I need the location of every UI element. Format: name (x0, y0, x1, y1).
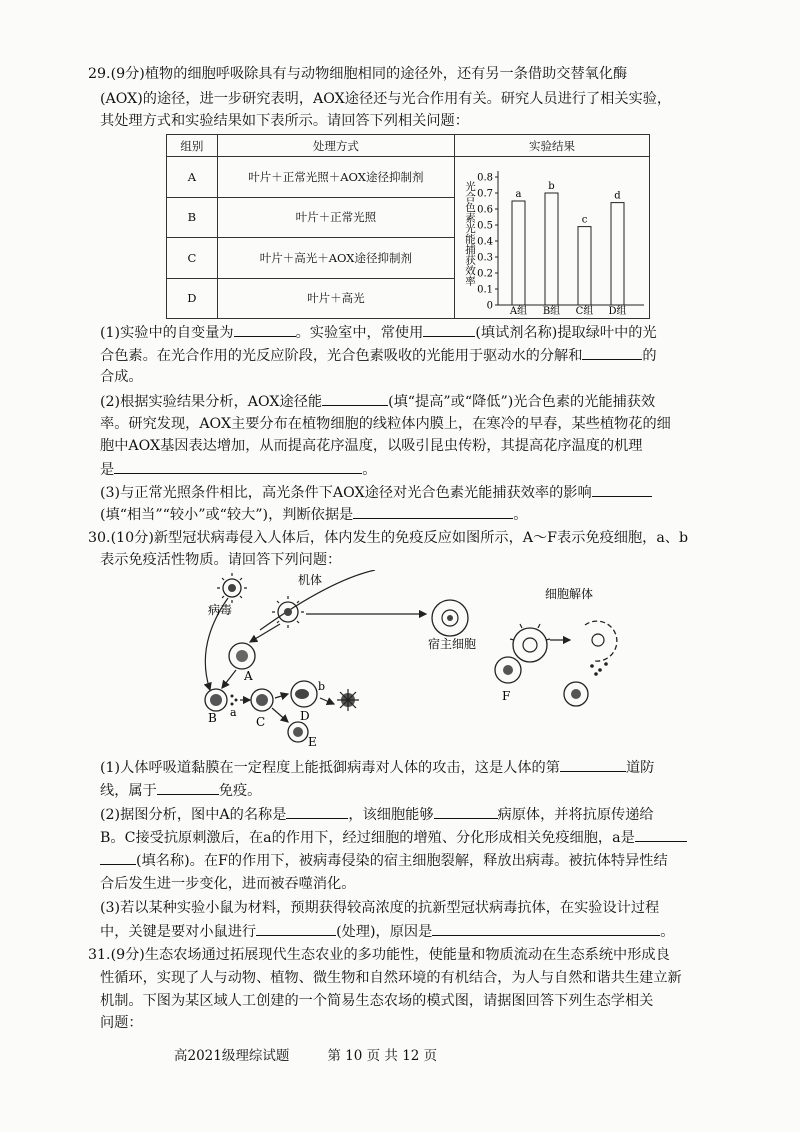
bar-data-label: d (614, 190, 621, 202)
body-label: 机体 (298, 573, 323, 587)
x-tick-label: A组 (509, 306, 528, 315)
label-A: A (244, 669, 253, 683)
host-cell-icon (432, 600, 468, 636)
q29-sub3-line1 (100, 482, 652, 503)
y-tick-label: 0.1 (477, 284, 493, 296)
cell-E-icon (288, 722, 308, 742)
q30-sub3-line2 (100, 921, 674, 942)
table-header-result: 实验结果 (455, 135, 650, 157)
y-tick-label: 0 (486, 300, 493, 312)
cell-A-icon (229, 643, 255, 669)
chart-cell (455, 157, 650, 319)
answer-blank[interactable] (100, 850, 136, 865)
q30-sub2-line1 (100, 804, 654, 825)
answer-blank[interactable] (423, 322, 475, 337)
answer-blank[interactable] (256, 921, 336, 936)
label-b: b (318, 680, 326, 693)
text: 是 (100, 462, 115, 478)
label-D: D (300, 709, 310, 723)
bar-data-label: b (548, 181, 555, 192)
q29-sub1-line2 (100, 345, 657, 366)
label-a: a (230, 706, 237, 719)
bar (545, 193, 558, 305)
q29-sub3-line2 (100, 504, 527, 525)
text: 道防 (625, 760, 655, 776)
table-header-treatment: 处理方式 (217, 135, 454, 157)
table-header-group: 组别 (167, 135, 218, 157)
y-tick-label: 0.7 (477, 188, 493, 200)
table-row-treatment: 叶片＋高光＋AOX途径抑制剂 (217, 238, 454, 279)
antibody-icon (337, 689, 359, 711)
x-tick-label: D组 (608, 306, 627, 315)
text: 。 (513, 507, 528, 523)
q30-sub1-line1 (100, 757, 654, 778)
text: (1)实验中的自变量为 (100, 325, 234, 341)
q30-sub1-line2 (100, 780, 261, 801)
macrophage-icon (564, 682, 588, 706)
text: (2)根据实验结果分析，AOX途径能 (100, 394, 323, 410)
answer-blank[interactable] (353, 504, 513, 519)
text: ，该细胞能够 (348, 807, 434, 823)
bar (512, 201, 525, 305)
y-tick-label: 0.8 (477, 172, 493, 184)
q29-sub2-line4 (100, 459, 376, 480)
answer-blank[interactable] (286, 804, 348, 819)
label-B: B (208, 711, 217, 725)
virus-icon (272, 596, 304, 628)
q31-line-2: 性循环，实现了人与动物、植物、微生物和自然环境的有机结合，为人与自然和谐共生建立新 (100, 970, 682, 986)
q29-line-2: (AOX)的途径，进一步研究表明，AOX途径还与光合作用有关。研究人员进行了相关实验， (100, 91, 672, 107)
q29-sub1-line3: 合成。 (100, 369, 143, 385)
text: (1)人体呼吸道黏膜在一定程度上能抵御病毒对人体的攻击，这是人体的第 (100, 760, 560, 776)
q29-sub1-line1 (100, 322, 657, 343)
text: 免疫。 (218, 783, 262, 799)
text: (3)与正常光照条件相比，高光条件下AOX途径对光合色素光能捕获效率的影响 (100, 485, 592, 501)
cell-F-icon (495, 657, 521, 683)
host-cell-label: 宿主细胞 (428, 637, 477, 651)
page-footer (174, 1044, 437, 1064)
answer-blank[interactable] (157, 780, 219, 795)
text: 。 (362, 462, 377, 478)
lysis-label: 细胞解体 (545, 587, 594, 601)
q31-line-4: 问题： (100, 1015, 143, 1031)
text: (处理)，原因是 (336, 924, 433, 940)
text: (填“相当”“较小”或“较大”)，判断依据是 (100, 507, 354, 523)
text: 。 (660, 924, 675, 940)
page-number: 第 10 页 共 12 页 (327, 1048, 438, 1064)
arrow (222, 670, 236, 688)
text: 的 (642, 348, 657, 364)
text: (填试剂名称)提取绿叶中的光 (475, 325, 657, 341)
answer-blank[interactable] (432, 921, 660, 936)
answer-blank[interactable] (635, 827, 687, 842)
answer-blank[interactable] (234, 322, 296, 337)
cell-B-icon (205, 689, 227, 711)
lysed-cell-icon (585, 621, 617, 676)
q31-line-3: 机制。下图为某区域人工创建的一个简易生态农场的模式图，请据图回答下列生态学相关 (100, 993, 654, 1009)
immune-response-diagram (200, 570, 680, 750)
table-row-group: D (167, 278, 218, 319)
q30-sub2-line4: 合后发生进一步变化，进而被吞噬消化。 (100, 876, 356, 892)
q30-line-2: 表示免疫活性物质。请回答下列问题： (100, 552, 342, 568)
q29-sub2-line2: 率。研究发现，AOX主要分布在植物细胞的线粒体内膜上，在寒冷的早春，某些植物花的细 (100, 416, 671, 432)
virus-label: 病毒 (208, 603, 233, 617)
answer-blank[interactable] (592, 482, 652, 497)
experiment-table (166, 134, 650, 319)
answer-blank[interactable] (434, 804, 498, 819)
table-row-treatment: 叶片＋正常光照 (217, 197, 454, 238)
q29-sub2-line1 (100, 391, 655, 412)
label-F: F (502, 689, 511, 703)
text: (填“提高”或“降低”)光合色素的光能捕获效 (388, 394, 656, 410)
q29-sub2-line3: 胞中AOX基因表达增加，从而提高花序温度，以吸引昆虫传粉，其提高花序温度的机理 (100, 438, 643, 454)
cell-C-icon (251, 689, 273, 711)
bar (578, 227, 591, 305)
exam-name: 高2021级理综试题 (174, 1048, 290, 1064)
y-tick-label: 0.4 (477, 236, 493, 248)
table-row-treatment: 叶片＋高光 (217, 278, 454, 319)
answer-blank[interactable] (322, 391, 388, 406)
cell-D-icon (291, 681, 317, 707)
bar (611, 203, 624, 305)
y-tick-label: 0.5 (477, 220, 493, 232)
text: 中，关键是要对小鼠进行 (100, 924, 257, 940)
y-axis-label: 光合色素光能捕获效率 (464, 181, 476, 286)
text: B。C接受抗原刺激后，在a的作用下，经过细胞的增殖、分化形成相关免疫细胞，a是 (100, 830, 635, 846)
q30-sub2-line3 (100, 850, 668, 871)
q30-sub2-line2 (100, 827, 687, 848)
table-row-group: A (167, 157, 218, 198)
table-row-treatment: 叶片＋正常光照＋AOX途径抑制剂 (217, 157, 454, 198)
virus-icon (217, 573, 247, 603)
answer-blank[interactable] (114, 459, 362, 474)
text: 合色素。在光合作用的光反应阶段，光合色素吸收的光能用于驱动水的分解和 (100, 348, 583, 364)
text: (填名称)。在F的作用下，被病毒侵染的宿主细胞裂解，释放出病毒。被抗体特异性结 (136, 853, 668, 869)
bar-data-label: c (581, 214, 588, 226)
x-tick-label: B组 (542, 306, 561, 315)
label-E: E (308, 735, 317, 749)
text: 病原体，并将抗原传递给 (497, 807, 654, 823)
x-tick-label: C组 (575, 306, 594, 315)
y-tick-label: 0.2 (477, 268, 493, 280)
q30-sub3-line1: (3)若以某种实验小鼠为材料，预期获得较高浓度的抗新型冠状病毒抗体，在实验设计过程 (100, 900, 660, 916)
text: 。实验室中，常使用 (295, 325, 424, 341)
bar-chart (456, 157, 648, 315)
text: 线，属于 (100, 783, 157, 799)
answer-blank[interactable] (560, 757, 626, 772)
text: (2)据图分析，图中A的名称是 (100, 807, 287, 823)
q30-line-1: 30.(10分)新型冠状病毒侵入人体后，体内发生的免疫反应如图所示，A～F表示免疫细胞，a、b (88, 530, 689, 546)
answer-blank[interactable] (582, 345, 642, 360)
y-tick-label: 0.3 (477, 252, 493, 264)
label-C: C (256, 715, 266, 729)
table-row-group: C (167, 238, 218, 279)
infected-cell-icon (510, 624, 550, 662)
q31-line-1: 31.(9分)生态农场通过拓展现代生态农业的多功能性，使能量和物质流动在生态系统中形成良 (88, 947, 670, 963)
table-row-group: B (167, 197, 218, 238)
y-tick-label: 0.6 (477, 204, 493, 216)
bar-data-label: a (515, 189, 522, 200)
q29-line-3: 其处理方式和实验结果如下表所示。请回答下列相关问题： (100, 113, 469, 129)
q29-line-1: 29.(9分)植物的细胞呼吸除具有与动物细胞相同的途径外，还有另一条借助交替氧化酶 (88, 66, 628, 82)
